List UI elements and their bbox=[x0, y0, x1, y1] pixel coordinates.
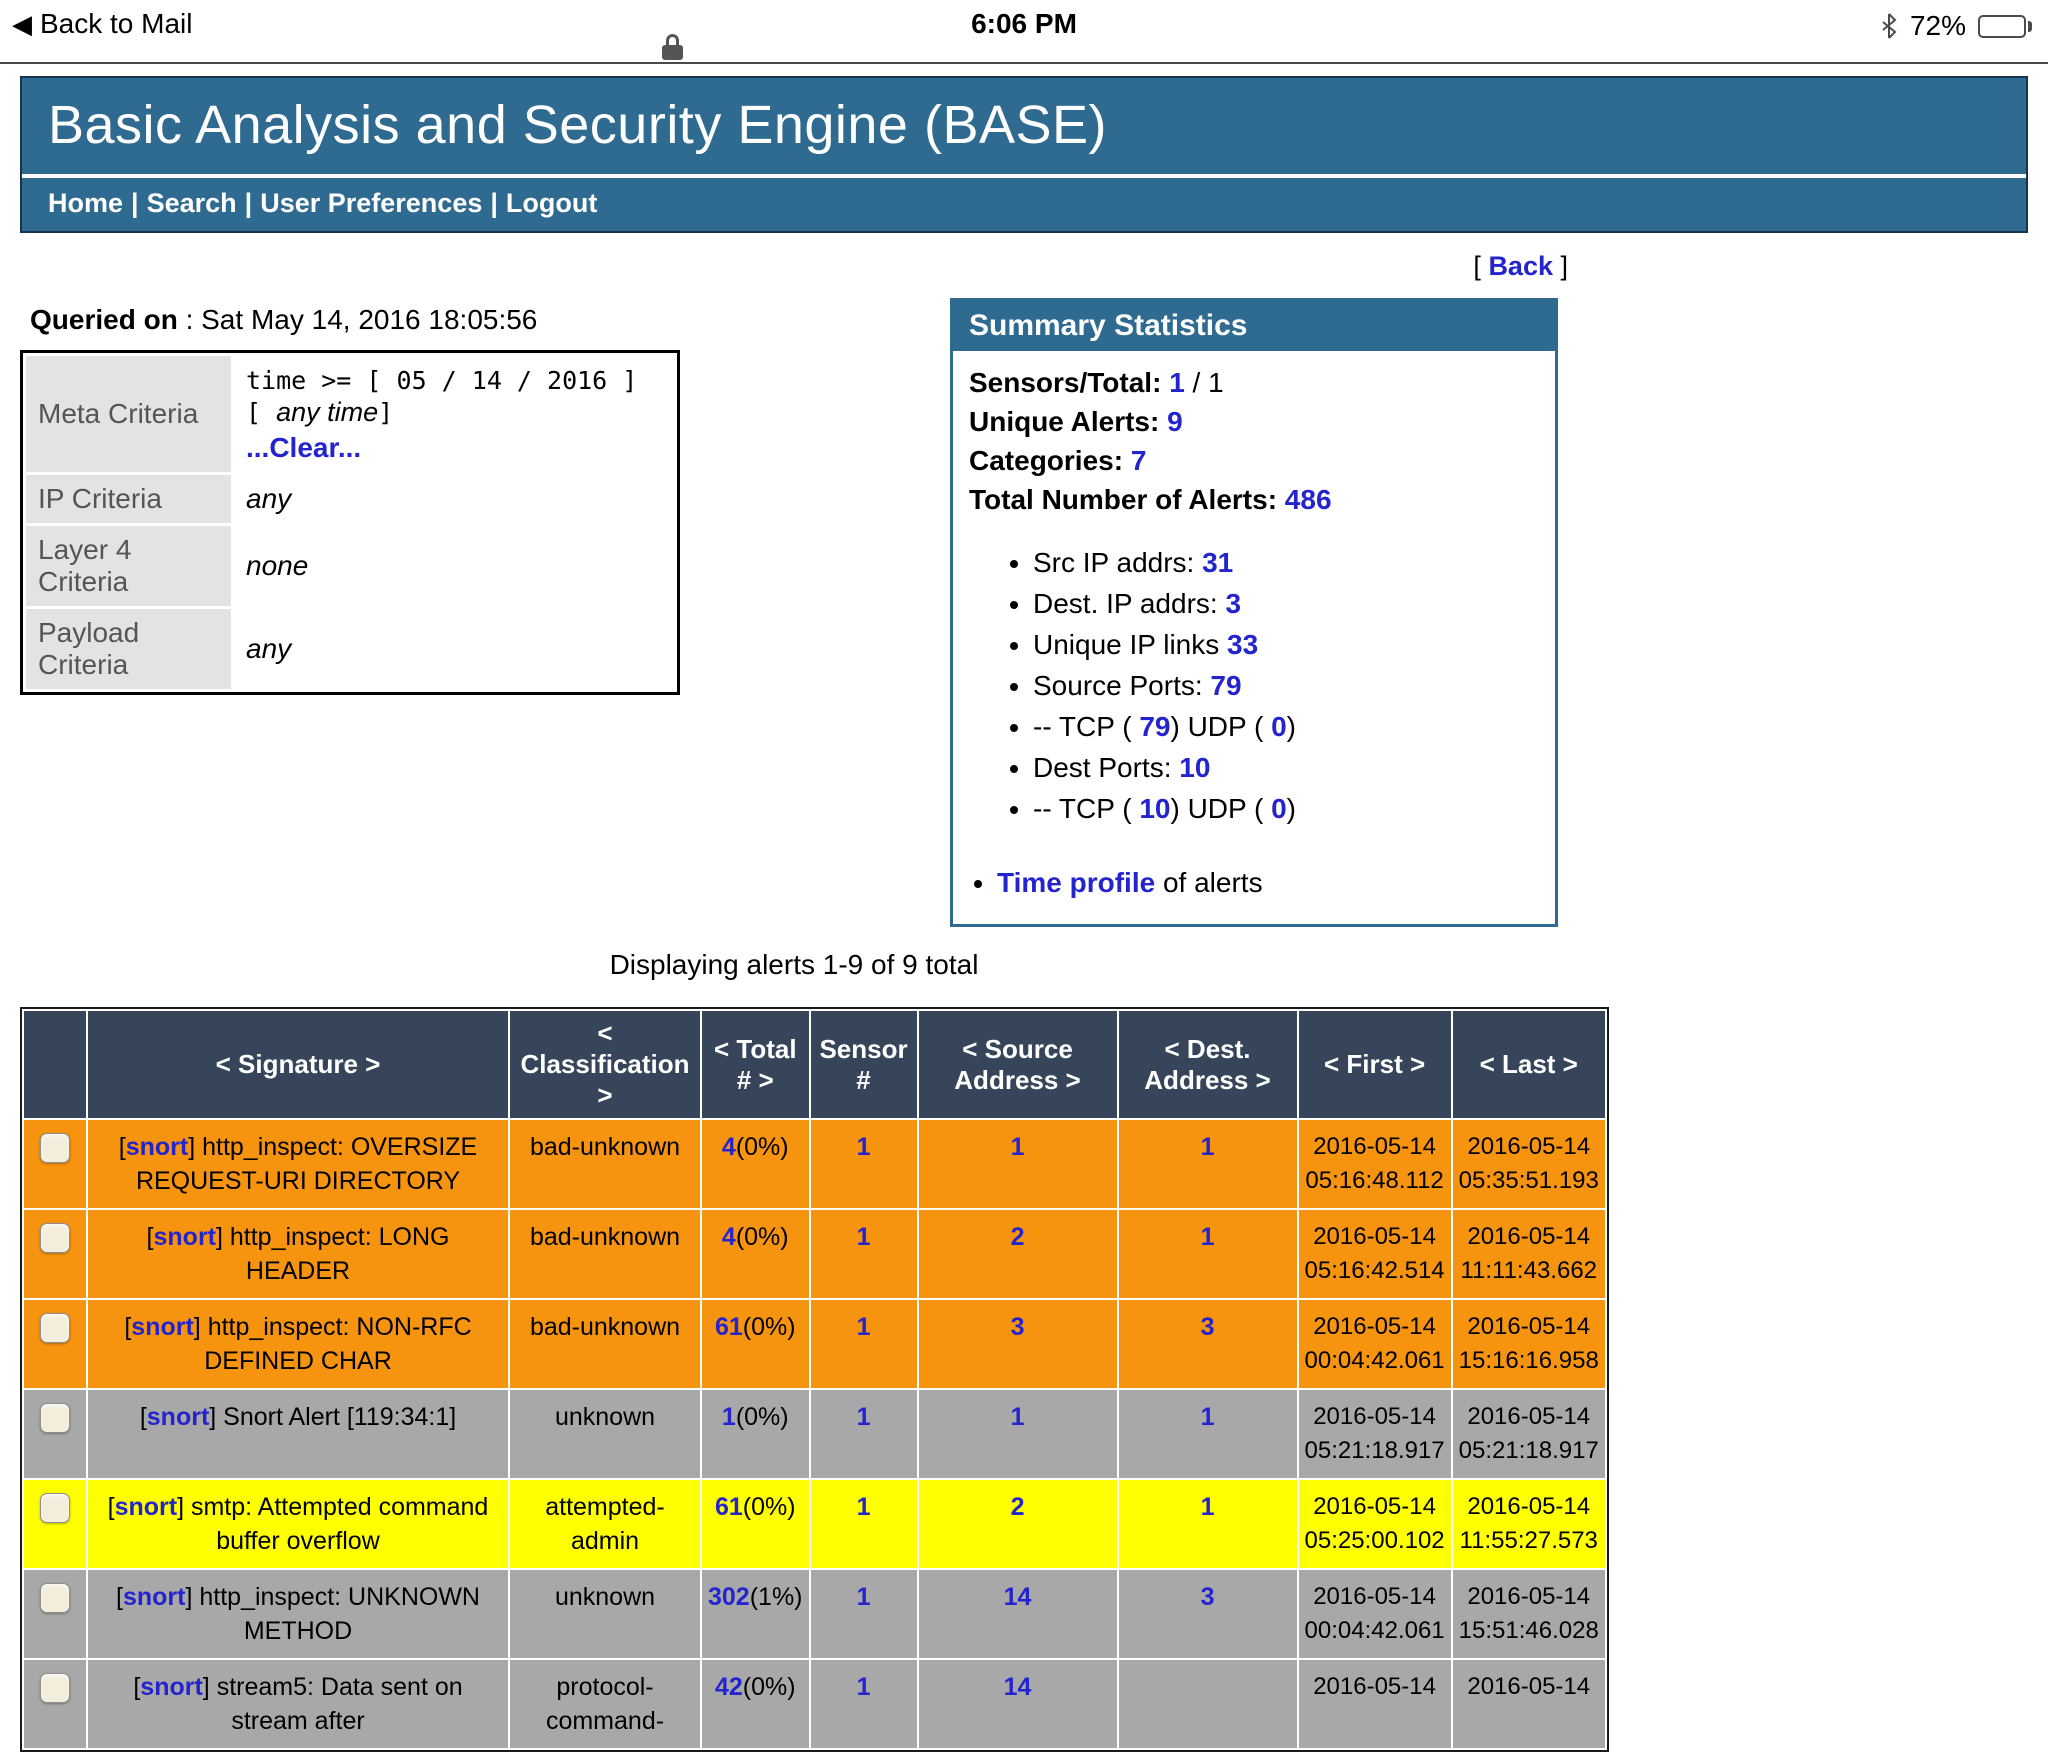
total-count-link[interactable]: 4 bbox=[721, 1223, 736, 1252]
total-count-link[interactable]: 61 bbox=[714, 1313, 743, 1342]
last-seen-cell bbox=[1453, 1570, 1605, 1658]
criteria-label: Payload Criteria bbox=[26, 609, 231, 689]
last-date: 2016-05-14 bbox=[1467, 1223, 1591, 1251]
bullet-number-link[interactable]: 10 bbox=[1179, 751, 1211, 783]
column-header-7[interactable]: < First > bbox=[1299, 1011, 1451, 1118]
total-percent: (0%) bbox=[742, 1313, 796, 1342]
page-title: Basic Analysis and Security Engine (BASE) bbox=[48, 95, 1107, 155]
signature-bracket: [ bbox=[133, 1673, 141, 1702]
signature-text: ] http_inspect: OVERSIZE REQUEST-URI DIRECTORY bbox=[135, 1133, 478, 1196]
first-seen-cell bbox=[1299, 1660, 1451, 1748]
dest-address-count-link[interactable]: 3 bbox=[1119, 1300, 1297, 1388]
last-seen-cell bbox=[1453, 1480, 1605, 1568]
back-bracket: [ bbox=[1473, 251, 1489, 281]
signature-text: ] http_inspect: NON-RFC DEFINED CHAR bbox=[193, 1313, 472, 1376]
summary-bullet-item bbox=[1033, 668, 1539, 705]
bullet-number-link[interactable]: 31 bbox=[1202, 546, 1234, 578]
nav-separator: | bbox=[490, 188, 498, 218]
time-profile-rest: of alerts bbox=[1155, 867, 1263, 899]
criteria-value: none bbox=[246, 550, 309, 581]
first-seen-cell bbox=[1299, 1570, 1451, 1658]
battery-icon bbox=[1978, 15, 2032, 38]
alert-classification: bad-unknown bbox=[510, 1300, 700, 1388]
stat-label: Unique Alerts: bbox=[969, 405, 1160, 437]
nav-item-search[interactable]: Search bbox=[146, 188, 237, 218]
dest-address-count-link[interactable]: 1 bbox=[1119, 1480, 1297, 1568]
first-time: 05:25:00.102 bbox=[1304, 1527, 1445, 1555]
total-percent: (1%) bbox=[749, 1583, 803, 1612]
first-seen-cell bbox=[1299, 1480, 1451, 1568]
sensor-count-link[interactable]: 1 bbox=[811, 1480, 917, 1568]
total-percent: (0%) bbox=[735, 1403, 789, 1432]
total-percent: (0%) bbox=[742, 1493, 796, 1522]
bullet-text: Unique IP links bbox=[1033, 628, 1228, 660]
stat-value-link[interactable]: 486 bbox=[1284, 483, 1332, 515]
column-header-checkbox bbox=[24, 1011, 86, 1118]
bullet-text: -- TCP ( bbox=[1033, 792, 1140, 824]
alert-total-cell bbox=[702, 1480, 809, 1568]
stat-value-link[interactable]: 9 bbox=[1167, 405, 1183, 437]
criteria-column bbox=[20, 286, 710, 695]
meta-criteria-value bbox=[234, 356, 674, 472]
battery-percent: 72% bbox=[1909, 10, 1966, 41]
bullet-number-link[interactable]: 79 bbox=[1210, 669, 1242, 701]
first-date: 2016-05-14 bbox=[1313, 1493, 1436, 1521]
summary-statistics-body bbox=[953, 351, 1555, 924]
first-date: 2016-05-14 bbox=[1313, 1223, 1436, 1251]
signature-bracket: [ bbox=[146, 1223, 154, 1252]
back-to-mail-label: Back to Mail bbox=[40, 8, 193, 39]
alert-signature-cell bbox=[88, 1660, 508, 1748]
criteria-value: any bbox=[246, 633, 292, 664]
alert-row bbox=[24, 1390, 1605, 1478]
dest-address-count-link[interactable]: 1 bbox=[1119, 1210, 1297, 1298]
clock: 6:06 PM bbox=[971, 8, 1077, 39]
last-seen-cell bbox=[1453, 1660, 1605, 1748]
alert-row bbox=[24, 1210, 1605, 1298]
source-address-count-link[interactable]: 3 bbox=[919, 1300, 1117, 1388]
summary-stat-lines bbox=[969, 365, 1539, 519]
main-row bbox=[20, 286, 2028, 927]
stat-value-link[interactable]: 1 bbox=[1169, 367, 1185, 398]
source-address-count-link[interactable]: 2 bbox=[919, 1480, 1117, 1568]
summary-bullet-item bbox=[1033, 545, 1539, 582]
checkbox-cell bbox=[24, 1390, 86, 1478]
queried-on-line bbox=[30, 304, 710, 336]
criteria-table bbox=[20, 350, 680, 695]
bullet-text: -- TCP ( bbox=[1033, 710, 1140, 742]
base-header-frame bbox=[20, 76, 2028, 233]
first-time: 00:04:42.061 bbox=[1304, 1617, 1445, 1645]
row-checkbox[interactable] bbox=[40, 1673, 70, 1703]
last-date: 2016-05-14 bbox=[1467, 1133, 1591, 1161]
stat-value-link[interactable]: 7 bbox=[1130, 444, 1147, 476]
checkbox-cell bbox=[24, 1210, 86, 1298]
first-time: 05:21:18.917 bbox=[1304, 1437, 1445, 1465]
last-seen-cell bbox=[1453, 1120, 1605, 1208]
snort-link[interactable]: snort bbox=[131, 1313, 194, 1342]
last-seen-cell bbox=[1453, 1210, 1605, 1298]
back-chevron-icon: ◀ bbox=[12, 9, 32, 39]
signature-text: ] stream5: Data sent on stream after bbox=[202, 1673, 463, 1736]
bullet-text: ) bbox=[1286, 710, 1296, 742]
signature-text: ] Snort Alert [119:34:1] bbox=[209, 1403, 457, 1432]
total-count-link[interactable]: 302 bbox=[708, 1583, 750, 1612]
signature-bracket: [ bbox=[124, 1313, 132, 1342]
signature-bracket: [ bbox=[116, 1583, 123, 1612]
criteria-row bbox=[26, 609, 674, 689]
stat-label: Sensors/Total: bbox=[969, 367, 1162, 398]
alert-classification: protocol-command- bbox=[510, 1660, 700, 1748]
back-to-mail-button[interactable] bbox=[12, 8, 193, 40]
nav-item-logout[interactable]: Logout bbox=[505, 188, 598, 218]
total-percent: (0%) bbox=[735, 1223, 789, 1252]
last-date: 2016-05-14 bbox=[1467, 1403, 1591, 1431]
summary-bullet-item bbox=[1033, 791, 1539, 828]
meta-criteria-label: Meta Criteria bbox=[26, 356, 231, 472]
meta-time-expression: time >= [ 05 / 14 / 2016 ] [ bbox=[246, 366, 638, 427]
stat-label: Categories: bbox=[969, 444, 1124, 476]
last-date: 2016-05-14 bbox=[1467, 1583, 1591, 1611]
total-count-link[interactable]: 42 bbox=[714, 1673, 743, 1702]
alert-classification: bad-unknown bbox=[510, 1120, 700, 1208]
sensor-count-link[interactable]: 1 bbox=[811, 1570, 917, 1658]
back-bracket: ] bbox=[1552, 251, 1568, 281]
total-count-link[interactable]: 4 bbox=[721, 1133, 736, 1162]
signature-text: ] smtp: Attempted command buffer overflow bbox=[177, 1493, 489, 1556]
snort-link[interactable]: snort bbox=[114, 1493, 178, 1522]
bullet-number2-link[interactable]: 0 bbox=[1271, 710, 1287, 742]
back-link[interactable]: Back bbox=[1488, 251, 1553, 281]
snort-link[interactable]: snort bbox=[122, 1583, 186, 1612]
criteria-value: any bbox=[246, 483, 292, 514]
nav-item-user-preferences[interactable]: User Preferences bbox=[260, 188, 483, 218]
dest-address-count-link[interactable]: 3 bbox=[1119, 1570, 1297, 1658]
queried-on-value: : Sat May 14, 2016 18:05:56 bbox=[177, 304, 538, 335]
lock-icon bbox=[660, 34, 684, 60]
time-profile-link[interactable]: Time profile bbox=[997, 867, 1156, 899]
sensor-count-link[interactable]: 1 bbox=[811, 1210, 917, 1298]
meta-any-time: any time bbox=[276, 397, 379, 427]
time-profile-list bbox=[969, 865, 1539, 902]
alert-signature-cell bbox=[88, 1210, 508, 1298]
last-time: 05:21:18.917 bbox=[1458, 1437, 1599, 1465]
bullet-number2-link[interactable]: 0 bbox=[1271, 792, 1287, 824]
summary-statistics-box bbox=[950, 298, 1558, 927]
checkbox-cell bbox=[24, 1480, 86, 1568]
alert-row bbox=[24, 1300, 1605, 1388]
first-seen-cell bbox=[1299, 1390, 1451, 1478]
displaying-alerts-line: Displaying alerts 1-9 of 9 total bbox=[609, 949, 979, 981]
bullet-number-link[interactable]: 10 bbox=[1139, 792, 1171, 824]
row-checkbox[interactable] bbox=[40, 1403, 70, 1433]
row-checkbox[interactable] bbox=[40, 1223, 70, 1253]
bullet-number-link[interactable]: 3 bbox=[1225, 587, 1242, 619]
signature-bracket: [ bbox=[139, 1403, 147, 1432]
first-date: 2016-05-14 bbox=[1313, 1403, 1436, 1431]
summary-bullet-item bbox=[1033, 709, 1539, 746]
criteria-rows bbox=[26, 356, 674, 689]
status-indicators bbox=[1880, 10, 2032, 42]
first-seen-cell bbox=[1299, 1210, 1451, 1298]
summary-column bbox=[950, 298, 1558, 927]
alert-signature-cell bbox=[88, 1570, 508, 1658]
dest-address-count-link[interactable] bbox=[1119, 1660, 1297, 1748]
alert-classification: bad-unknown bbox=[510, 1210, 700, 1298]
first-time: 05:16:48.112 bbox=[1305, 1167, 1444, 1195]
queried-on-label: Queried on bbox=[30, 304, 178, 335]
summary-stat-line bbox=[969, 365, 1539, 402]
signature-text: ] http_inspect: LONG HEADER bbox=[216, 1223, 450, 1286]
alert-total-cell bbox=[702, 1210, 809, 1298]
last-seen-cell bbox=[1453, 1390, 1605, 1478]
alert-total-cell bbox=[702, 1570, 809, 1658]
snort-link[interactable]: snort bbox=[146, 1403, 210, 1432]
alert-classification: attempted-admin bbox=[510, 1480, 700, 1568]
total-count-link[interactable]: 1 bbox=[721, 1403, 736, 1432]
criteria-row bbox=[26, 475, 674, 523]
alert-classification: unknown bbox=[510, 1570, 700, 1658]
dest-address-count-link[interactable]: 1 bbox=[1119, 1120, 1297, 1208]
column-header-4[interactable]: Sensor # bbox=[811, 1011, 917, 1118]
first-time: 00:04:42.061 bbox=[1304, 1347, 1445, 1375]
checkbox-cell bbox=[24, 1300, 86, 1388]
snort-link[interactable]: snort bbox=[125, 1133, 189, 1162]
stat-label: Total Number of Alerts: bbox=[969, 483, 1278, 515]
sensor-count-link[interactable]: 1 bbox=[811, 1660, 917, 1748]
last-time: 11:11:43.662 bbox=[1460, 1257, 1598, 1285]
column-header-6[interactable]: < Dest. Address > bbox=[1119, 1011, 1297, 1118]
alert-classification: unknown bbox=[510, 1390, 700, 1478]
sensor-count-link[interactable]: 1 bbox=[811, 1120, 917, 1208]
nav-menu bbox=[22, 178, 2026, 231]
bullet-number-link[interactable]: 79 bbox=[1139, 710, 1171, 742]
alert-signature-cell bbox=[88, 1480, 508, 1568]
column-header-1[interactable]: < Signature > bbox=[88, 1011, 508, 1118]
first-date: 2016-05-14 bbox=[1313, 1583, 1436, 1611]
last-time: 15:51:46.028 bbox=[1458, 1617, 1599, 1645]
alert-row bbox=[24, 1660, 1605, 1748]
summary-stat-line bbox=[969, 482, 1539, 519]
total-percent: (0%) bbox=[735, 1133, 789, 1162]
column-header-3[interactable]: < Total # > bbox=[702, 1011, 809, 1118]
column-header-2[interactable]: < Classification > bbox=[510, 1011, 700, 1118]
last-date: 2016-05-14 bbox=[1467, 1313, 1591, 1341]
stat-rest: / 1 bbox=[1184, 367, 1224, 398]
alert-total-cell bbox=[702, 1120, 809, 1208]
checkbox-cell bbox=[24, 1120, 86, 1208]
first-date: 2016-05-14 bbox=[1313, 1133, 1436, 1161]
ios-status-bar bbox=[0, 0, 2048, 64]
column-header-8[interactable]: < Last > bbox=[1453, 1011, 1605, 1118]
snort-link[interactable]: snort bbox=[153, 1223, 216, 1252]
first-date: 2016-05-14 bbox=[1313, 1313, 1436, 1341]
bullet-text: ) UDP ( bbox=[1170, 710, 1272, 742]
first-time: 05:16:42.514 bbox=[1304, 1257, 1445, 1285]
bullet-number-link[interactable]: 33 bbox=[1227, 628, 1259, 660]
source-address-count-link[interactable]: 1 bbox=[919, 1120, 1117, 1208]
row-checkbox[interactable] bbox=[40, 1133, 70, 1163]
last-time: 15:16:16.958 bbox=[1458, 1347, 1599, 1375]
criteria-row bbox=[26, 526, 674, 606]
sensor-count-link[interactable]: 1 bbox=[811, 1300, 917, 1388]
summary-bullet-item bbox=[1033, 586, 1539, 623]
first-date: 2016-05-14 bbox=[1313, 1673, 1436, 1701]
snort-link[interactable]: snort bbox=[140, 1673, 203, 1702]
alert-signature-cell bbox=[88, 1120, 508, 1208]
alerts-body bbox=[24, 1120, 1605, 1748]
nav-item-home[interactable]: Home bbox=[48, 188, 124, 218]
signature-bracket: [ bbox=[118, 1133, 126, 1162]
last-time: 11:55:27.573 bbox=[1459, 1527, 1598, 1555]
alert-total-cell bbox=[702, 1300, 809, 1388]
signature-bracket: [ bbox=[107, 1493, 115, 1522]
first-seen-cell bbox=[1299, 1300, 1451, 1388]
back-link-row bbox=[20, 251, 1568, 282]
source-address-count-link[interactable]: 14 bbox=[919, 1570, 1117, 1658]
bullet-text: Source Ports: bbox=[1033, 669, 1211, 701]
bullet-text: Src IP addrs: bbox=[1033, 546, 1203, 578]
checkbox-cell bbox=[24, 1570, 86, 1658]
nav-separator: | bbox=[131, 188, 139, 218]
last-seen-cell bbox=[1453, 1300, 1605, 1388]
source-address-count-link[interactable]: 1 bbox=[919, 1390, 1117, 1478]
source-address-count-link[interactable]: 2 bbox=[919, 1210, 1117, 1298]
bullet-text: Dest. IP addrs: bbox=[1033, 587, 1226, 619]
column-header-5[interactable]: < Source Address > bbox=[919, 1011, 1117, 1118]
bullet-text: Dest Ports: bbox=[1033, 751, 1180, 783]
alert-total-cell bbox=[702, 1390, 809, 1478]
row-checkbox[interactable] bbox=[40, 1313, 70, 1343]
alerts-header-row bbox=[24, 1011, 1605, 1118]
alert-row bbox=[24, 1120, 1605, 1208]
alert-signature-cell bbox=[88, 1390, 508, 1478]
row-checkbox[interactable] bbox=[40, 1583, 70, 1613]
criteria-label: IP Criteria bbox=[26, 475, 231, 523]
last-date: 2016-05-14 bbox=[1467, 1673, 1591, 1701]
criteria-row-meta bbox=[26, 356, 674, 472]
last-time: 05:35:51.193 bbox=[1458, 1167, 1599, 1195]
summary-bullet-item bbox=[1033, 750, 1539, 787]
summary-statistics-title: Summary Statistics bbox=[953, 301, 1555, 351]
dest-address-count-link[interactable]: 1 bbox=[1119, 1390, 1297, 1478]
bullet-text: ) bbox=[1286, 792, 1296, 824]
summary-stat-line bbox=[969, 404, 1539, 441]
sensor-count-link[interactable]: 1 bbox=[811, 1390, 917, 1478]
alerts-table bbox=[20, 1007, 1609, 1752]
summary-bullet-item bbox=[1033, 627, 1539, 664]
total-count-link[interactable]: 61 bbox=[714, 1493, 743, 1522]
bluetooth-icon bbox=[1880, 12, 1898, 40]
signature-text: ] http_inspect: UNKNOWN METHOD bbox=[185, 1583, 480, 1646]
criteria-label: Layer 4 Criteria bbox=[26, 526, 231, 606]
row-checkbox[interactable] bbox=[40, 1493, 70, 1523]
app-banner bbox=[22, 78, 2026, 178]
last-date: 2016-05-14 bbox=[1467, 1493, 1591, 1521]
alert-signature-cell bbox=[88, 1300, 508, 1388]
first-seen-cell bbox=[1299, 1120, 1451, 1208]
alert-total-cell bbox=[702, 1660, 809, 1748]
meta-expression-close: ] bbox=[378, 398, 394, 427]
summary-stat-line bbox=[969, 443, 1539, 480]
checkbox-cell bbox=[24, 1660, 86, 1748]
clear-criteria-link[interactable]: ...Clear... bbox=[246, 432, 362, 463]
bullet-text: ) UDP ( bbox=[1170, 792, 1272, 824]
summary-bullet-list bbox=[969, 545, 1539, 828]
source-address-count-link[interactable]: 14 bbox=[919, 1660, 1117, 1748]
time-profile-item bbox=[997, 865, 1539, 902]
alert-row bbox=[24, 1570, 1605, 1658]
alert-row bbox=[24, 1480, 1605, 1568]
total-percent: (0%) bbox=[742, 1673, 796, 1702]
nav-separator: | bbox=[244, 188, 253, 218]
